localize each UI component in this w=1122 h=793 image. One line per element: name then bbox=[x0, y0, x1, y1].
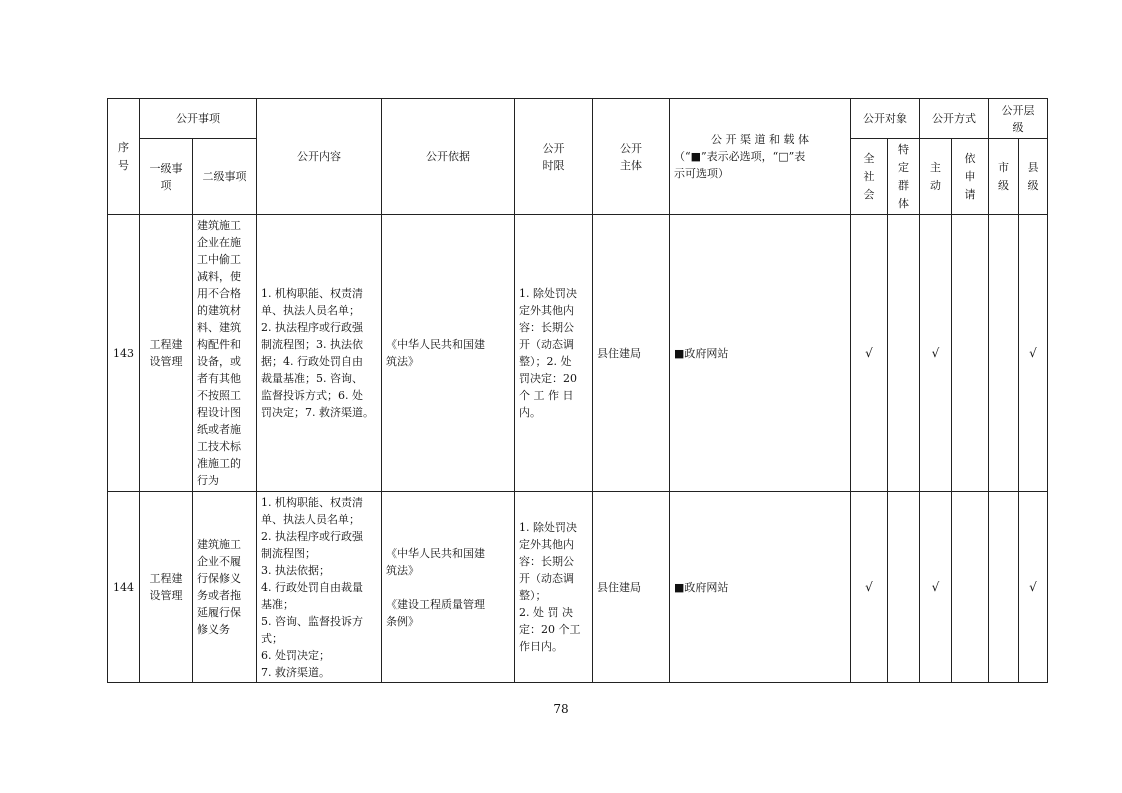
header-subject: 公开 主体 bbox=[593, 99, 670, 215]
row-subject: 县住建局 bbox=[593, 215, 670, 492]
row-level2: 建筑施工 企业不履 行保修义 务或者拖 延履行保 修义务 bbox=[193, 492, 257, 683]
header-level-county: 县 级 bbox=[1019, 139, 1048, 215]
page-number: 78 bbox=[553, 702, 569, 716]
disclosure-table bbox=[107, 98, 1048, 683]
row-check-specific-group bbox=[888, 492, 920, 683]
row-channel: ■政府网站 bbox=[670, 215, 851, 492]
row-content: 1. 机构职能、权责清 单、执法人员名单； 2. 执法程序或行政强 制流程图；3. 执法依 据；4. 行政处罚自由 裁量基准；5. 咨询、 监督投诉方式；6. 处 罚决定；7. 救济渠道。 bbox=[257, 215, 382, 492]
row-seq: 144 bbox=[108, 492, 140, 683]
header-level1: 一级事 项 bbox=[140, 139, 193, 215]
header-target-all: 全 社 会 bbox=[851, 139, 888, 215]
row-check-specific-group bbox=[888, 215, 920, 492]
row-content: 1. 机构职能、权责清 单、执法人员名单； 2. 执法程序或行政强 制流程图； 3. 执法依据； 4. 行政处罚自由裁量 基准； 5. 咨询、监督投诉方 式； 6. 处罚决定； 7. 救济渠道。 bbox=[257, 492, 382, 683]
row-basis: 《中华人民共和国建 筑法》 bbox=[382, 215, 515, 492]
row-channel: ■政府网站 bbox=[670, 492, 851, 683]
header-row bbox=[108, 99, 1048, 139]
row-check-active: √ bbox=[920, 215, 952, 492]
row-seq: 143 bbox=[108, 215, 140, 492]
row-level1: 工程建 设管理 bbox=[140, 492, 193, 683]
row-level2: 建筑施工 企业在施 工中偷工 减料，使 用不合格 的建筑材 料、建筑 构配件和 设备，或 者有其他 不按照工 程设计图 纸或者施 工技术标 准施工的 行为 bbox=[193, 215, 257, 492]
row-check-city bbox=[989, 492, 1019, 683]
header-target: 公开对象 bbox=[851, 99, 920, 139]
row-check-all-society: √ bbox=[851, 492, 888, 683]
header-level2: 二级事项 bbox=[193, 139, 257, 215]
row-level1: 工程建 设管理 bbox=[140, 215, 193, 492]
row-time-limit: 1. 除处罚决 定外其他内 容：长期公 开（动态调 整）； 2. 处 罚 决 定：20 个工 作日内。 bbox=[515, 492, 593, 683]
row-check-city bbox=[989, 215, 1019, 492]
row-basis: 《中华人民共和国建 筑法》 《建设工程质量管理 条例》 bbox=[382, 492, 515, 683]
row-check-on-request bbox=[952, 492, 989, 683]
header-channel: 公 开 渠 道 和 载 体 （“■”表示必选项，“□”表 示可选项） bbox=[670, 99, 851, 215]
header-basis: 公开依据 bbox=[382, 99, 515, 215]
row-check-county: √ bbox=[1019, 492, 1048, 683]
table-row bbox=[108, 215, 1048, 492]
header-content: 公开内容 bbox=[257, 99, 382, 215]
row-check-active: √ bbox=[920, 492, 952, 683]
row-time-limit: 1. 除处罚决 定外其他内 容：长期公 开（动态调 整）；2. 处 罚决定：20 个 工 作 日 内。 bbox=[515, 215, 593, 492]
row-subject: 县住建局 bbox=[593, 492, 670, 683]
table-row bbox=[108, 492, 1048, 683]
row-check-all-society: √ bbox=[851, 215, 888, 492]
row-check-on-request bbox=[952, 215, 989, 492]
header-method: 公开方式 bbox=[920, 99, 989, 139]
header-level-city: 市 级 bbox=[989, 139, 1019, 215]
header-method-active: 主 动 bbox=[920, 139, 952, 215]
header-public-item: 公开事项 bbox=[140, 99, 257, 139]
header-seq: 序 号 bbox=[108, 99, 140, 215]
header-target-specific: 特 定 群 体 bbox=[888, 139, 920, 215]
header-level: 公开层 级 bbox=[989, 99, 1048, 139]
header-method-request: 依 申 请 bbox=[952, 139, 989, 215]
header-time-limit: 公开 时限 bbox=[515, 99, 593, 215]
row-check-county: √ bbox=[1019, 215, 1048, 492]
